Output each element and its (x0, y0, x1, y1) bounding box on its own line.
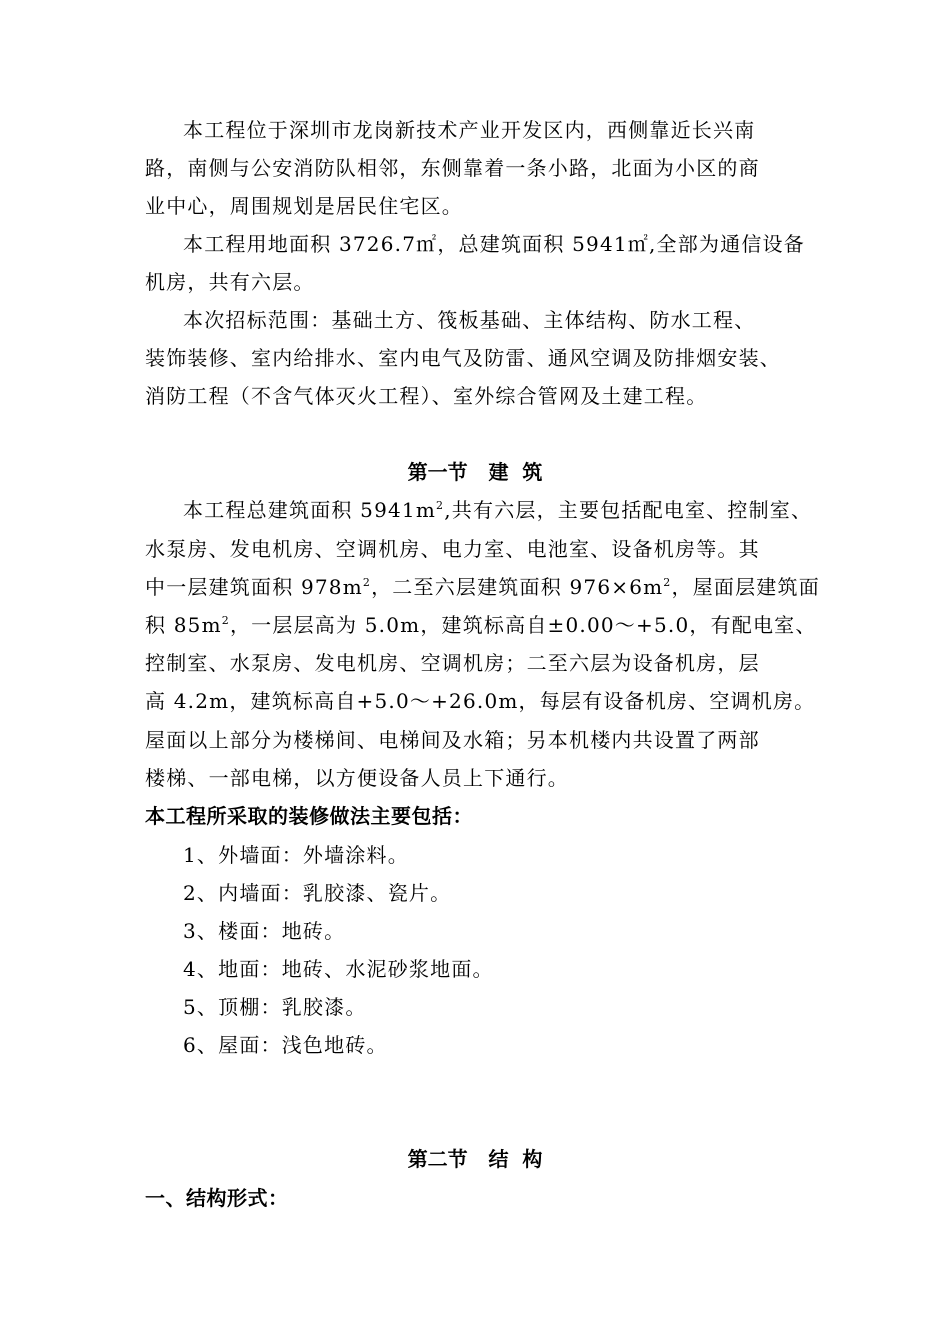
intro-p3-line1: 本次招标范围：基础土方、筏板基础、主体结构、防水工程、 (183, 308, 756, 332)
intro-p3-line3: 消防工程（不含气体灭火工程）、室外综合管网及土建工程。 (145, 384, 708, 408)
intro-p1-line1: 本工程位于深圳市龙岗新技术产业开发区内，西侧靠近长兴南 (183, 118, 756, 142)
decoration-heading: 本工程所采取的装修做法主要包括： (145, 804, 473, 828)
decoration-item-5: 5、顶棚：乳胶漆。 (183, 995, 367, 1019)
decoration-item-6: 6、屋面：浅色地砖。 (183, 1033, 388, 1057)
section1-title: 第一节 建 筑 (407, 460, 543, 484)
section1-p1-line4: 积 $85m^2$，一层层高为 5.0m，建筑标高自±0.00～+5.0，有配电室、 (145, 613, 817, 637)
section1-p1-line5: 控制室、水泵房、发电机房、空调机房；二至六层为设备机房，层 (145, 651, 760, 675)
intro-p1-line3: 业中心，周围规划是居民住宅区。 (145, 194, 463, 218)
section1-p1-line7: 屋面以上部分为楼梯间、电梯间及水箱；另本机楼内共设置了两部 (145, 728, 760, 752)
section1-p1-line3: 中一层建筑面积 $978m^2$，二至六层建筑面积 $976\times 6m^2$，屋面层建筑面 (145, 575, 820, 599)
intro-p1-line2: 路，南侧与公安消防队相邻，东侧靠着一条小路，北面为小区的商 (145, 156, 760, 180)
section2-title: 第二节 结 构 (407, 1147, 543, 1171)
section1-p1-line1: 本工程总建筑面积 $5941m^2$,共有六层，主要包括配电室、控制室、 (183, 498, 813, 522)
section1-p1-line2: 水泵房、发电机房、空调机房、电力室、电池室、设备机房等。其 (145, 537, 760, 561)
decoration-item-4: 4、地面：地砖、水泥砂浆地面。 (183, 957, 494, 981)
section1-p1-line8: 楼梯、一部电梯，以方便设备人员上下通行。 (145, 766, 569, 790)
decoration-item-3: 3、楼面：地砖。 (183, 919, 346, 943)
intro-p2-line2: 机房，共有六层。 (145, 270, 315, 294)
section1-p1-line6: 高 4.2m，建筑标高自+5.0～+26.0m，每层有设备机房、空调机房。 (145, 689, 816, 713)
intro-p3-line2: 装饰装修、室内给排水、室内电气及防雷、通风空调及防排烟安装、 (145, 346, 781, 370)
decoration-item-1: 1、外墙面：外墙涂料。 (183, 843, 409, 867)
intro-p2-line1: 本工程用地面积 3726.7㎡，总建筑面积 5941㎡,全部为通信设备 (183, 232, 805, 256)
decoration-item-2: 2、内墙面：乳胶漆、瓷片。 (183, 881, 452, 905)
section2-subheading-1: 一、结构形式： (145, 1186, 289, 1210)
